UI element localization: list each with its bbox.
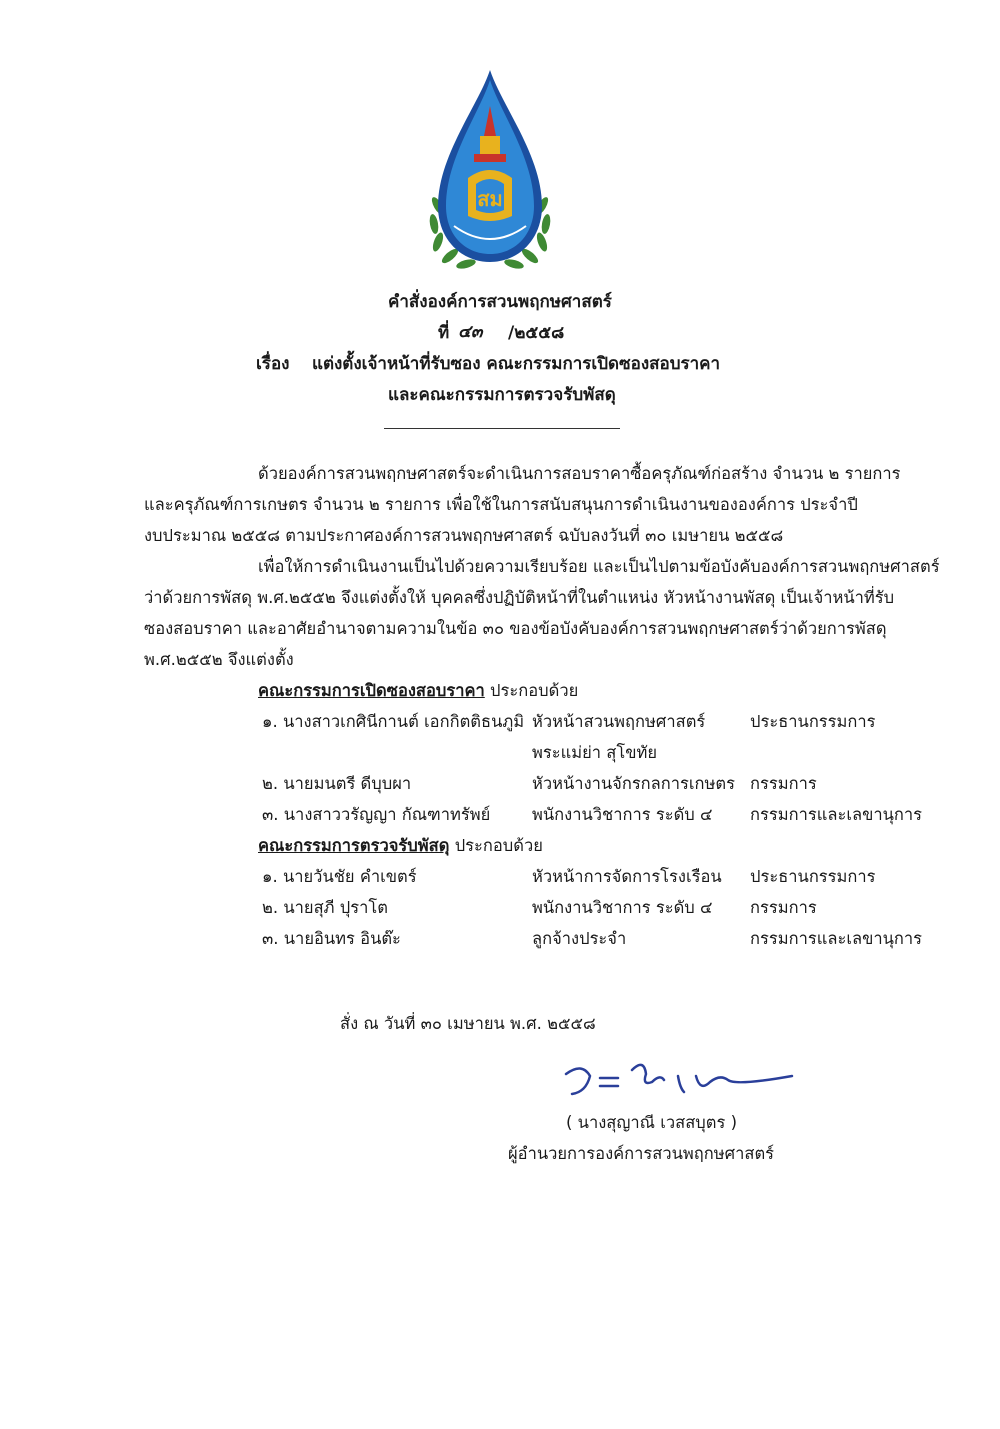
paragraph-1-line: ด้วยองค์การสวนพฤกษศาสตร์จะดำเนินการสอบราคาซื้อครุภัณฑ์ก่อสร้าง จำนวน ๒ รายการ bbox=[258, 464, 901, 483]
subject-label: เรื่อง bbox=[256, 354, 290, 374]
order-number-label: ที่ bbox=[438, 323, 450, 343]
member-name: ๑. นางสาวเกศินีกานต์ เอกกิตติธนภูมิ bbox=[262, 712, 525, 731]
paragraph-1-line: และครุภัณฑ์การเกษตร จำนวน ๒ รายการ เพื่อใช้ในการสนับสนุนการดำเนินงานขององค์การ ประจำปี bbox=[144, 495, 858, 514]
member-role: ประธานกรรมการ bbox=[750, 867, 876, 886]
committee-2-title: คณะกรรมการตรวจรับพัสดุ bbox=[258, 836, 450, 855]
paragraph-2-line: เพื่อให้การดำเนินงานเป็นไปด้วยความเรียบร้อย และเป็นไปตามข้อบังคับองค์การสวนพฤกษศาสตร์ bbox=[258, 557, 940, 576]
member-name: ๓. นางสาววรัญญา กัณฑาทรัพย์ bbox=[262, 805, 491, 824]
member-position: หัวหน้าสวนพฤกษศาสตร์ bbox=[532, 712, 706, 731]
order-title: คำสั่งองค์การสวนพฤกษศาสตร์ bbox=[388, 292, 612, 312]
member-position: พนักงานวิชาการ ระดับ ๔ bbox=[532, 805, 713, 824]
signer-title: ผู้อำนวยการองค์การสวนพฤกษศาสตร์ bbox=[508, 1144, 775, 1163]
member-position: ลูกจ้างประจำ bbox=[532, 929, 627, 948]
member-position-line-2: พระแม่ย่า สุโขทัย bbox=[532, 743, 658, 762]
paragraph-2-line: ว่าด้วยการพัสดุ พ.ศ.๒๕๕๒ จึงแต่งตั้งให้ บุคคลซึ่งปฏิบัติหน้าที่ในตำแหน่ง หัวหน้างานพัสดุ เป็นเจ้าหน้าที่รับ bbox=[144, 588, 895, 607]
paragraph-2-line: พ.ศ.๒๕๕๒ จึงแต่งตั้ง bbox=[144, 650, 294, 669]
member-position: หัวหน้างานจักรกลการเกษตร bbox=[532, 774, 735, 793]
committee-2-suffix: ประกอบด้วย bbox=[454, 836, 543, 855]
subject-line-1: แต่งตั้งเจ้าหน้าที่รับซอง คณะกรรมการเปิดซองสอบราคา bbox=[312, 354, 721, 374]
organization-logo bbox=[424, 66, 556, 274]
member-name: ๑. นายวันชัย คำเขตร์ bbox=[262, 867, 417, 886]
member-position: พนักงานวิชาการ ระดับ ๔ bbox=[532, 898, 713, 917]
signer-name: ( นางสุญาณี เวสสบุตร ) bbox=[566, 1113, 738, 1132]
member-name: ๒. นายสุภี ปุราโต bbox=[262, 898, 388, 917]
member-name: ๓. นายอินทร อินต๊ะ bbox=[262, 929, 401, 948]
subject-line-2: และคณะกรรมการตรวจรับพัสดุ bbox=[388, 385, 616, 405]
svg-text:สม: สม bbox=[477, 187, 503, 211]
member-role: กรรมการและเลขานุการ bbox=[750, 929, 923, 948]
committee-1-title: คณะกรรมการเปิดซองสอบราคา bbox=[258, 681, 485, 700]
committee-2-heading bbox=[258, 833, 543, 859]
member-role: ประธานกรรมการ bbox=[750, 712, 876, 731]
member-role: กรรมการและเลขานุการ bbox=[750, 805, 923, 824]
member-name: ๒. นายมนตรี ดีบุบผา bbox=[262, 774, 412, 793]
paragraph-1-line: งบประมาณ ๒๕๕๘ ตามประกาศองค์การสวนพฤกษศาสตร์ ฉบับลงวันที่ ๓๐ เมษายน ๒๕๕๘ bbox=[144, 526, 784, 545]
paragraph-2-line: ซองสอบราคา และอาศัยอำนาจตามความในข้อ ๓๐ ของข้อบังคับองค์การสวนพฤกษศาสตร์ว่าด้วยการพัสดุ bbox=[144, 619, 887, 638]
header-divider bbox=[384, 428, 620, 429]
member-role: กรรมการ bbox=[750, 898, 817, 917]
member-position: หัวหน้าการจัดการโรงเรือน bbox=[532, 867, 722, 886]
member-role: กรรมการ bbox=[750, 774, 817, 793]
committee-1-heading bbox=[258, 678, 578, 704]
committee-1-suffix: ประกอบด้วย bbox=[490, 681, 579, 700]
signature-image bbox=[560, 1052, 800, 1112]
order-number-value: ๔๓ bbox=[458, 322, 483, 342]
order-number-year: /๒๕๕๘ bbox=[508, 323, 565, 343]
order-date: สั่ง ณ วันที่ ๓๐ เมษายน พ.ศ. ๒๕๕๘ bbox=[340, 1014, 596, 1033]
